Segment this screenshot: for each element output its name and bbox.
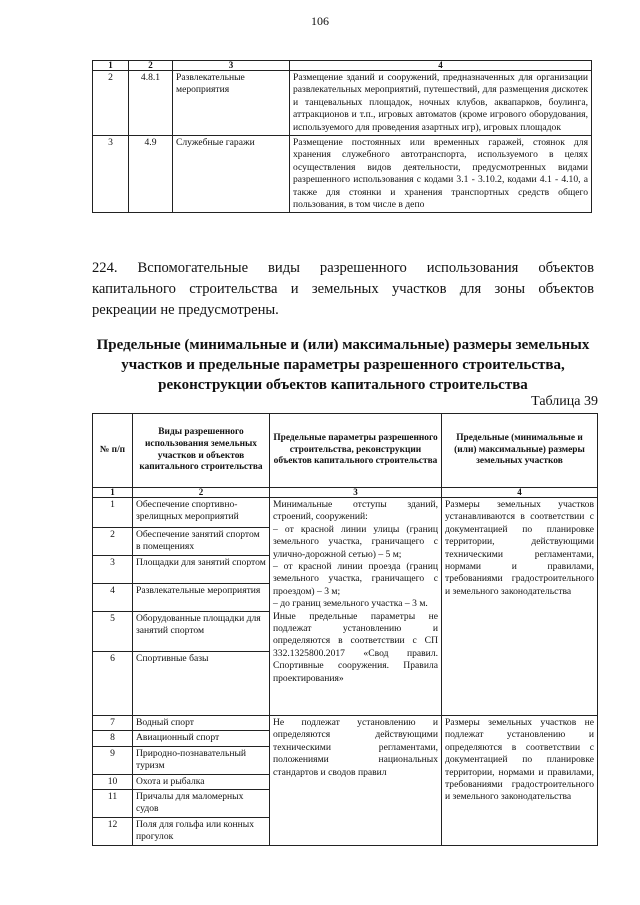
use-name: Площадки для занятий спортом [133, 556, 270, 584]
use-name: Природно-познавательный туризм [133, 746, 270, 774]
table-row [93, 716, 598, 731]
row-number: 2 [93, 71, 129, 136]
row-number: 2 [93, 528, 133, 556]
header-row [93, 414, 598, 488]
row-number: 3 [93, 556, 133, 584]
use-name: Оборудованные площадки для занятий спортом [133, 612, 270, 652]
group1-land-sizes: Размеры земельных участков устанавливаются в соответствии с документацией по планировке территории, действующими техническими регламентами, нормами и правилами, требованиями градостроительного и земельного законодательства [442, 498, 598, 716]
header-use-type: Виды разрешенного использования земельных участков и объектов капитального строительства [133, 414, 270, 488]
use-name: Служебные гаражи [173, 136, 290, 213]
col-number: 1 [93, 488, 133, 498]
col-number: 2 [133, 488, 270, 498]
table-row [93, 136, 592, 213]
land-use-table-continued [92, 60, 592, 213]
use-name: Авиационный спорт [133, 731, 270, 746]
table-row [93, 498, 598, 528]
row-number: 4 [93, 584, 133, 612]
row-number: 6 [93, 652, 133, 716]
row-number: 7 [93, 716, 133, 731]
header-parameters: Предельные параметры разрешенного строительства, реконструкции объектов капитального строительства [270, 414, 442, 488]
col-number: 4 [290, 61, 592, 71]
group2-land-sizes: Размеры земельных участков не подлежат установлению и определяются в соответствии с документацией по планировке территории, нормами и правилами, требованиями градостроительного и земельного законодательства [442, 716, 598, 846]
use-name: Охота и рыбалка [133, 774, 270, 789]
use-description: Размещение зданий и сооружений, предназначенных для организации развлекательных мероприятий, путешествий, для размещения дискотек и танцевальных площадок, ночных клубов, аквапарков, боулинга, аттракционов и т.п., игровых автоматов (кроме игрового оборудования, используемого для проведения азартных игр), игровых площадок [290, 71, 592, 136]
row-number: 10 [93, 774, 133, 789]
use-code: 4.9 [129, 136, 173, 213]
section-heading: Предельные (минимальные и (или) максимальные) размеры земельных участков и предельные параметры разрешенного строительства, реконструкции объектов капитального строительства [96, 337, 590, 393]
use-code: 4.8.1 [129, 71, 173, 136]
use-name: Обеспечение спортивно-зрелищных мероприятий [133, 498, 270, 528]
group2-parameters: Не подлежат установлению и определяются действующими техническими регламентами, положениями национальных стандартов и сводов правил [270, 716, 442, 846]
header-number: № п/п [93, 414, 133, 488]
col-number: 2 [129, 61, 173, 71]
table-row [93, 71, 592, 136]
parameters-table [92, 413, 598, 846]
row-number: 3 [93, 136, 129, 213]
col-number: 1 [93, 61, 129, 71]
header-land-size: Предельные (минимальные и (или) максимальные) размеры земельных участков [442, 414, 598, 488]
row-number: 12 [93, 817, 133, 845]
paragraph-224: 224. Вспомогательные виды разрешенного использования объектов капитального строительства и земельных участков для зоны объектов рекреации не предусмотрены. [92, 260, 594, 318]
use-description: Размещение постоянных или временных гаражей, стоянок для хранения служебного автотранспорта, используемого в целях осуществления видов деятельности, предусмотренных видами разрешенного использования с кодами 3.1 - 3.10.2, кодами 4.1 - 4.10, а также для стоянки и хранения транспортных средств общего пользования, в том числе в депо [290, 136, 592, 213]
use-name: Поля для гольфа или конных прогулок [133, 817, 270, 845]
col-number: 3 [270, 488, 442, 498]
row-number: 1 [93, 498, 133, 528]
use-name: Причалы для маломерных судов [133, 790, 270, 818]
use-name: Спортивные базы [133, 652, 270, 716]
row-number: 11 [93, 790, 133, 818]
group1-parameters: Минимальные отступы зданий, строений, сооружений: – от красной линии улицы (границ земельного участка, граничащего с улично-дорожной сетью) – 5 м; – от красной линии проезда (границ земельного участка, граничащего с проездом) – 3 м; – до границ земельного участка – 3 м. Иные предельные параметры не подлежат установлению и определяются в соответствии с СП 332.1325800.2017 «Свод правил. Спортивные сооружения. Правила проектирования» [270, 498, 442, 716]
use-name: Развлекательные мероприятия [133, 584, 270, 612]
use-name: Водный спорт [133, 716, 270, 731]
column-number-row [93, 488, 598, 498]
col-number: 3 [173, 61, 290, 71]
use-name: Развлекательные мероприятия [173, 71, 290, 136]
column-number-row [93, 61, 592, 71]
row-number: 5 [93, 612, 133, 652]
page-number: 106 [311, 14, 329, 28]
row-number: 8 [93, 731, 133, 746]
col-number: 4 [442, 488, 598, 498]
table-caption: Таблица 39 [531, 394, 598, 409]
use-name: Обеспечение занятий спортом в помещениях [133, 528, 270, 556]
row-number: 9 [93, 746, 133, 774]
